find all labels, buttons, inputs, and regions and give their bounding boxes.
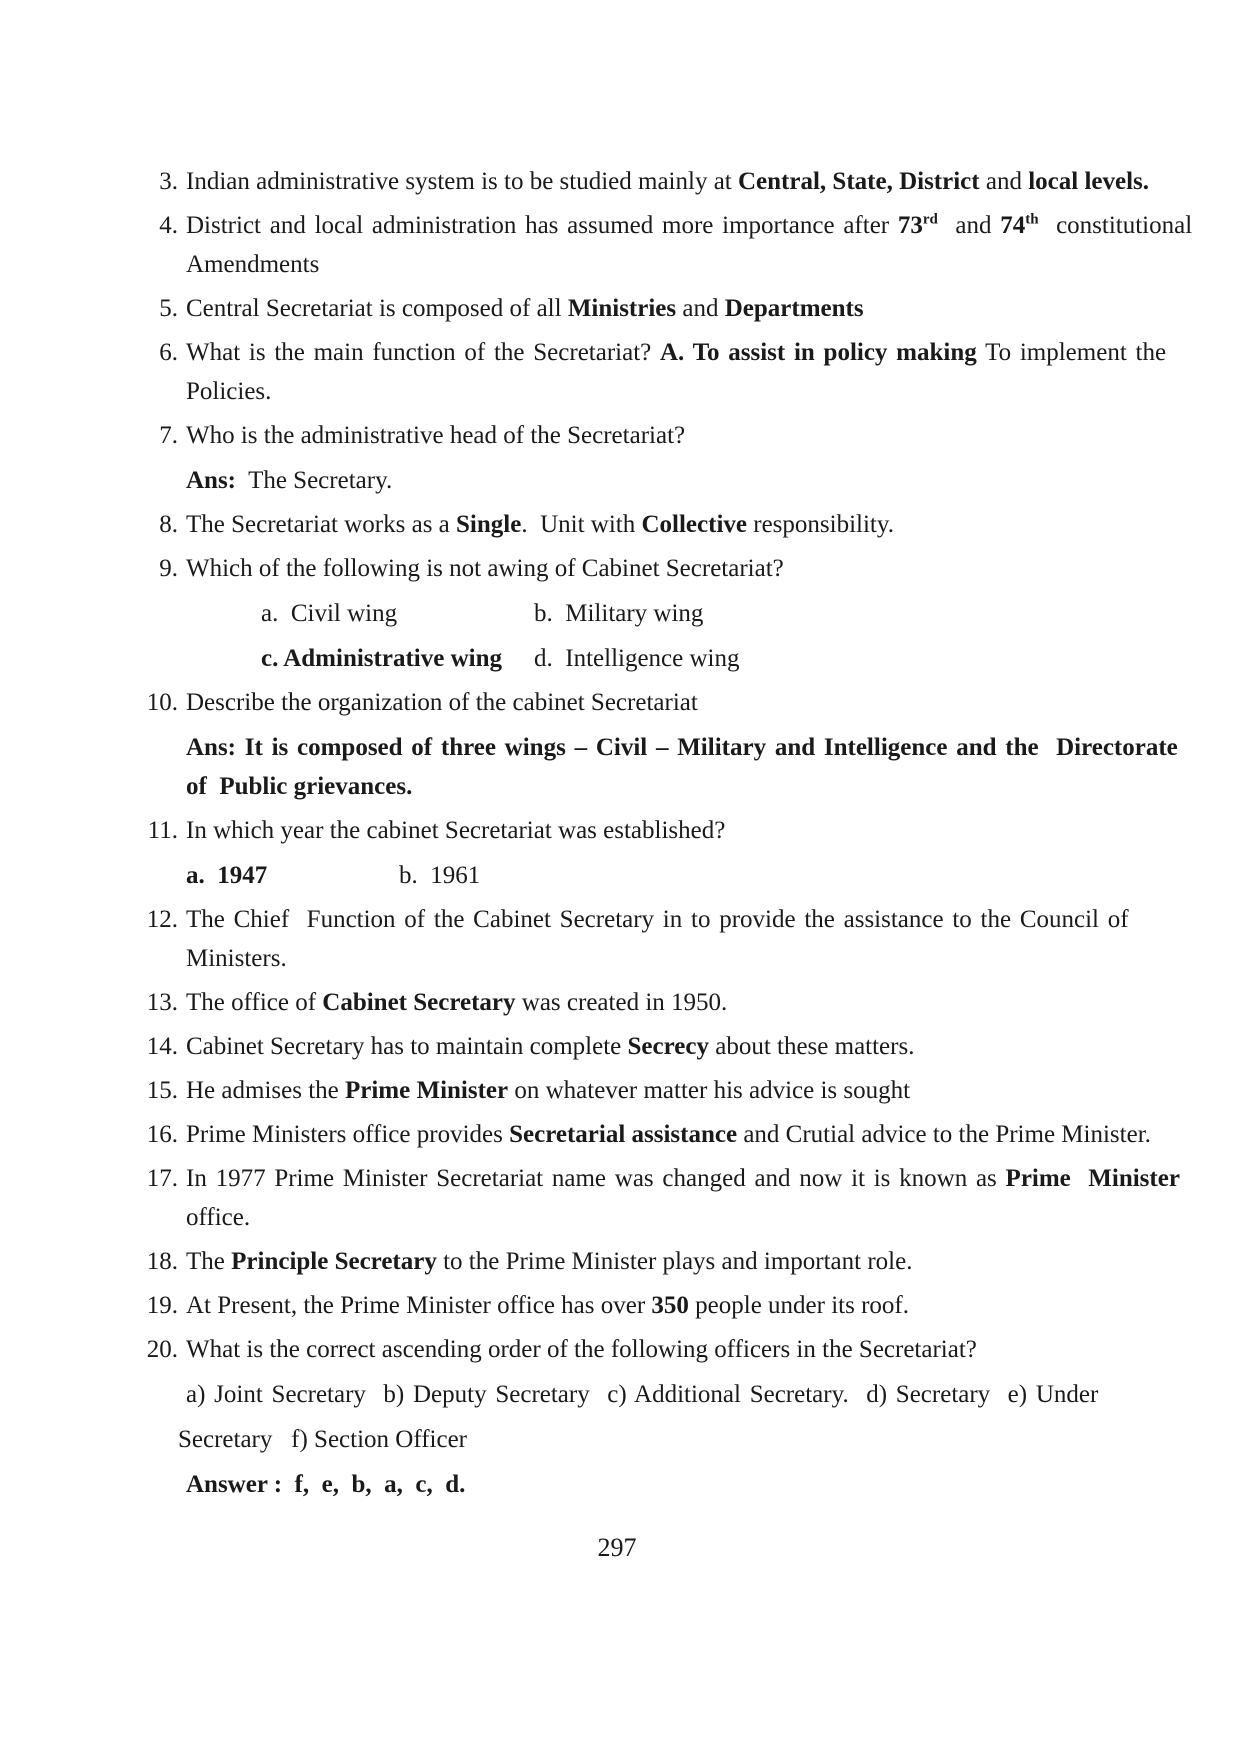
text-run: Single	[456, 511, 522, 538]
text-run: To implement the	[976, 339, 1167, 366]
question-item	[141, 900, 1129, 978]
text-run: The Secretariat works as a	[186, 511, 457, 538]
item-number: 4.	[159, 212, 178, 239]
item-body	[186, 1242, 1093, 1281]
text-run: 350	[651, 1292, 689, 1319]
item-body	[186, 333, 1167, 411]
text-run: and	[676, 295, 725, 322]
text-run: In which year the cabinet Secretariat was established?	[186, 817, 726, 844]
text-run: Cabinet Secretary has to maintain complete	[186, 1033, 628, 1060]
question-item	[141, 206, 1193, 284]
question-item	[141, 1330, 1099, 1504]
text-line	[186, 206, 1193, 245]
option-column	[534, 594, 703, 633]
text-run: Amendments	[186, 251, 320, 278]
text-line	[186, 594, 1093, 633]
item-body	[186, 416, 1093, 500]
item-number: 11.	[147, 817, 178, 844]
item-body	[178, 1330, 1099, 1504]
text-run: b. 1961	[399, 862, 481, 889]
text-line	[186, 900, 1129, 939]
text-run: Secretarial assistance	[509, 1121, 738, 1148]
item-number: 20.	[146, 1336, 178, 1363]
page-number: 297	[597, 1533, 637, 1562]
item-number: 3.	[159, 168, 178, 195]
text-run: Ministries	[567, 295, 677, 322]
text-run: people under its roof.	[688, 1292, 909, 1319]
text-run: What is the main function of the Secretariat?	[186, 339, 660, 366]
text-run: rd	[922, 211, 938, 228]
question-item	[141, 549, 1093, 678]
question-item	[141, 1286, 1093, 1325]
text-line	[186, 245, 1093, 284]
item-body	[186, 811, 1093, 895]
item-number: 7.	[159, 422, 178, 449]
text-line	[186, 461, 1093, 500]
text-run: d. Intelligence wing	[534, 645, 740, 672]
text-line	[186, 939, 1093, 978]
text-line	[186, 1115, 1151, 1154]
question-list	[141, 162, 1193, 1504]
item-number: 9.	[159, 555, 178, 582]
text-run: of Public grievances.	[186, 773, 413, 800]
text-run: and	[979, 168, 1029, 195]
item-number: 19.	[146, 1292, 178, 1319]
text-run: District and local administration has assumed more importance after	[186, 212, 898, 239]
text-run: Ministers.	[186, 945, 287, 972]
text-run: Central, State, District	[738, 168, 980, 195]
item-number: 6.	[159, 339, 178, 366]
text-run: A. To assist in policy making	[660, 339, 977, 366]
item-number: 12.	[146, 906, 178, 933]
text-line	[186, 639, 1093, 678]
text-line	[186, 856, 1093, 895]
text-run: Prime Minister	[1005, 1165, 1180, 1192]
item-body	[186, 289, 1093, 328]
text-line	[186, 1465, 1093, 1504]
option-column	[399, 856, 480, 895]
text-run: Cabinet Secretary	[322, 989, 516, 1016]
item-body	[186, 1159, 1180, 1237]
text-run: Ans:	[186, 467, 237, 494]
item-number: 8.	[159, 511, 178, 538]
text-line	[186, 372, 1093, 411]
item-body	[186, 162, 1150, 201]
text-line	[186, 983, 1093, 1022]
text-line	[186, 162, 1150, 201]
question-item	[141, 162, 1150, 201]
text-line	[186, 289, 1093, 328]
text-run: Answer : f, e, b, a, c, d.	[186, 1471, 466, 1498]
text-run: Policies.	[186, 378, 272, 405]
text-run: was created in 1950.	[515, 989, 728, 1016]
text-run: a. Civil wing	[261, 600, 398, 627]
text-run: . Unit with	[521, 511, 642, 538]
text-run: Collective	[641, 511, 747, 538]
text-run: constitutional	[1038, 212, 1193, 239]
item-body	[186, 206, 1193, 284]
text-run: and	[937, 212, 1001, 239]
item-body	[186, 505, 1093, 544]
text-run: In 1977 Prime Minister Secretariat name was changed and now it is known as	[186, 1165, 1006, 1192]
item-body	[186, 983, 1093, 1022]
item-body	[186, 683, 1178, 806]
option-column	[534, 639, 740, 678]
item-body	[186, 900, 1129, 978]
option-column	[261, 639, 534, 678]
question-item	[141, 1071, 1093, 1110]
text-run: responsibility.	[747, 511, 894, 538]
item-body	[186, 1071, 1093, 1110]
item-body	[186, 1027, 1093, 1066]
text-run: about these matters.	[708, 1033, 915, 1060]
text-line	[186, 728, 1178, 767]
text-run: At Present, the Prime Minister office has over	[186, 1292, 652, 1319]
text-run: The Chief Function of the Cabinet Secretary in to provide the assistance to the Council of	[186, 906, 1129, 933]
text-run: Ans: It is composed of three wings – Civil – Military and Intelligence and the Directorate	[186, 734, 1178, 761]
text-run: local levels.	[1028, 168, 1150, 195]
text-run: th	[1025, 211, 1039, 228]
question-item	[141, 983, 1093, 1022]
question-item	[141, 1159, 1180, 1237]
item-body	[186, 549, 1093, 678]
text-line	[186, 767, 1093, 806]
text-run: c. Administrative wing	[261, 645, 502, 672]
text-run: b. Military wing	[534, 600, 704, 627]
text-run: Departments	[724, 295, 864, 322]
text-run: Central Secretariat is composed of all	[186, 295, 568, 322]
text-line	[186, 1242, 1093, 1281]
question-item	[141, 811, 1093, 895]
text-run: Prime Minister	[344, 1077, 509, 1104]
text-line	[186, 1071, 1093, 1110]
text-line	[178, 1420, 1093, 1459]
text-line	[186, 1198, 1093, 1237]
item-body	[186, 1286, 1093, 1325]
text-line	[186, 549, 1093, 588]
text-line	[186, 505, 1093, 544]
text-run: Which of the following is not awing of Cabinet Secretariat?	[186, 555, 784, 582]
question-item	[141, 416, 1093, 500]
text-run: 74	[1000, 212, 1026, 239]
text-run: Prime Ministers office provides	[186, 1121, 510, 1148]
text-run: Indian administrative system is to be studied mainly at	[186, 168, 738, 195]
item-number: 18.	[146, 1248, 178, 1275]
item-number: 16.	[146, 1121, 178, 1148]
question-item	[141, 1027, 1093, 1066]
text-line	[186, 811, 1093, 850]
text-line	[186, 1027, 1093, 1066]
text-run: a) Joint Secretary b) Deputy Secretary c) Additional Secretary. d) Secretary e) Under	[186, 1381, 1099, 1408]
text-run: Secretary f) Section Officer	[178, 1426, 467, 1453]
question-item	[141, 1115, 1151, 1154]
text-run: 73	[897, 212, 923, 239]
text-run: Who is the administrative head of the Secretariat?	[186, 422, 686, 449]
text-run: and Crutial advice to the Prime Minister.	[737, 1121, 1151, 1148]
option-column	[186, 856, 399, 895]
item-number: 13.	[146, 989, 178, 1016]
text-line	[186, 416, 1093, 455]
text-run: What is the correct ascending order of the following officers in the Secretariat?	[186, 1336, 977, 1363]
text-run: He admises the	[186, 1077, 345, 1104]
item-number: 5.	[159, 295, 178, 322]
text-run: to the Prime Minister plays and important role.	[436, 1248, 913, 1275]
text-run: on whatever matter his advice is sought	[508, 1077, 911, 1104]
item-number: 15.	[146, 1077, 178, 1104]
text-run: The	[186, 1248, 232, 1275]
item-number: 10.	[146, 689, 178, 716]
text-run: office.	[186, 1204, 251, 1231]
question-item	[141, 505, 1093, 544]
text-line	[186, 1159, 1180, 1198]
text-line	[186, 1286, 1093, 1325]
text-run: The Secretary.	[236, 467, 393, 494]
text-run: Secrecy	[627, 1033, 709, 1060]
text-line	[186, 1330, 1093, 1369]
question-item	[141, 333, 1167, 411]
item-number: 14.	[146, 1033, 178, 1060]
item-body	[186, 1115, 1151, 1154]
question-item	[141, 289, 1093, 328]
text-line	[186, 333, 1167, 372]
question-item	[141, 683, 1178, 806]
question-item	[141, 1242, 1093, 1281]
option-column	[261, 594, 534, 633]
text-line	[186, 1375, 1099, 1414]
item-number: 17.	[146, 1165, 178, 1192]
text-run: a. 1947	[186, 862, 268, 889]
text-run: The office of	[186, 989, 323, 1016]
text-run: Principle Secretary	[231, 1248, 437, 1275]
text-line	[186, 683, 1093, 722]
text-run: Describe the organization of the cabinet Secretariat	[186, 689, 698, 716]
